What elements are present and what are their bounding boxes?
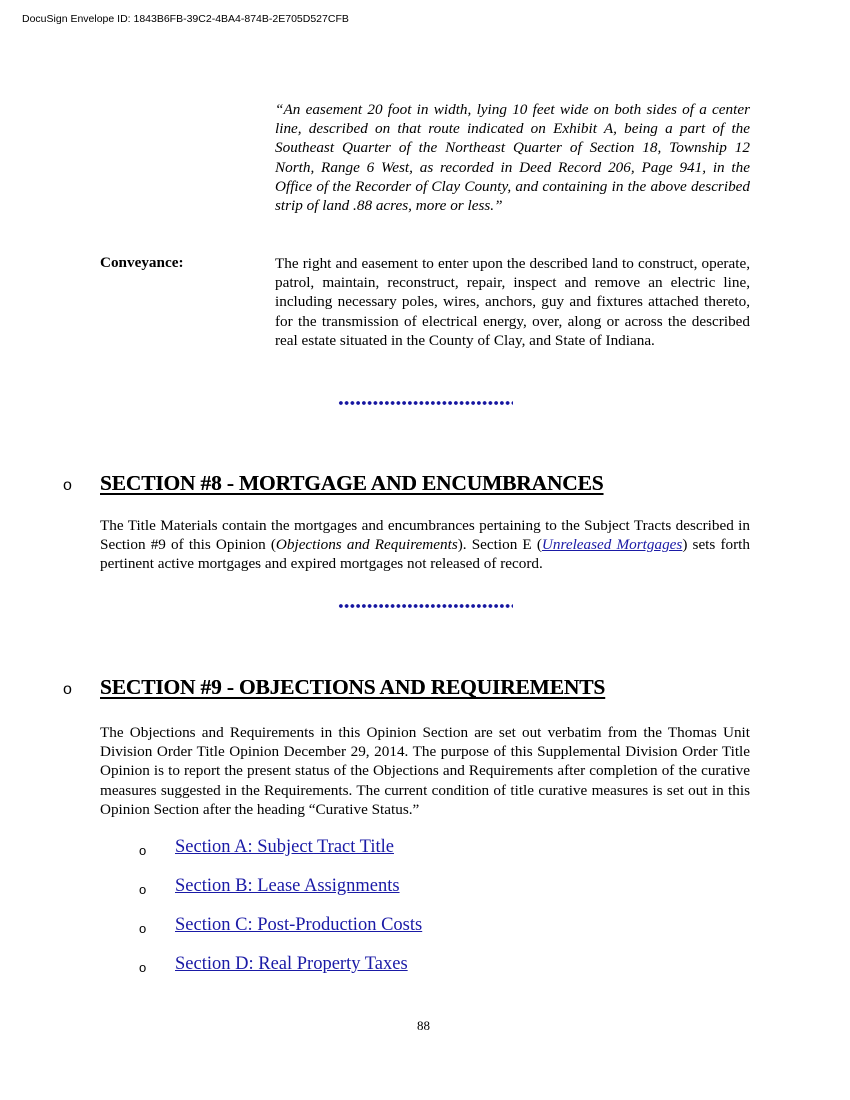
link-bullet-icon: o <box>139 960 147 975</box>
unreleased-mortgages-link[interactable]: Unreleased Mortgages <box>541 536 683 554</box>
page-number: 88 <box>417 1018 430 1033</box>
link-bullet-icon: o <box>139 882 147 897</box>
docusign-envelope-id: DocuSign Envelope ID: 1843B6FB-39C2-4BA4-874B-2E705D527CFB <box>22 13 349 25</box>
section-c-link[interactable]: Section C: Post-Production Costs <box>175 915 423 935</box>
section8-bullet-icon: o <box>63 477 72 494</box>
section-b-link[interactable]: Section B: Lease Assignments <box>175 876 400 896</box>
conveyance-label: Conveyance: <box>100 254 184 271</box>
section8-paragraph <box>100 516 750 574</box>
section9-heading: SECTION #9 - OBJECTIONS AND REQUIREMENTS <box>100 675 606 699</box>
section8-heading: SECTION #8 - MORTGAGE AND ENCUMBRANCES <box>100 471 604 495</box>
link-bullet-icon: o <box>139 843 147 858</box>
section-a-link[interactable]: Section A: Subject Tract Title <box>175 837 394 857</box>
section8-text: ). Section E ( <box>457 536 542 554</box>
conveyance-text: The right and easement to enter upon the described land to construct, operate, patrol, maintain, reconstruct, repair, inspect and remove an electric line, including necessary poles, wires, anchors, guy and fixtures attached thereto, for the transmission of electrical energy, over, along or across the described real estate situated in the County of Clay, and State of Indiana. <box>275 255 750 349</box>
section9-bullet-icon: o <box>63 681 72 698</box>
separator-dots <box>338 604 513 610</box>
objections-ref: Objections and Requirements <box>275 536 458 554</box>
section8-text: ) sets forth pertinent active mortgages and expired mortgages not released of record. <box>100 536 750 573</box>
easement-quote: “An easement 20 foot in width, lying 10 feet wide on both sides of a center line, described on that route indicated on Exhibit A, being a part of the Southeast Quarter of the Northeast Quarter of Section 18, Township 12 North, Range 6 West, as recorded in Deed Record 206, Page 941, in the Office of the Recorder of Clay County, and containing in the above described strip of land .88 acres, more or less.” <box>275 101 750 215</box>
section8-text: The Title Materials contain the mortgages and encumbrances pertaining to the Subject Tracts described in Section #9 of this Opinion ( <box>100 517 750 554</box>
section-d-link[interactable]: Section D: Real Property Taxes <box>175 954 408 974</box>
link-bullet-icon: o <box>139 921 147 936</box>
section9-paragraph: The Objections and Requirements in this Opinion Section are set out verbatim from the Thomas Unit Division Order Title Opinion December 29, 2014. The purpose of this Supplemental Division Order Title Opinion is to report the present status of the Objections and Requirements after completion of the curative measures suggested in the Requirements. The current condition of title curative measures is set out in this Opinion Section after the heading “Curative Status.” <box>100 724 750 818</box>
separator-dots <box>338 401 513 407</box>
